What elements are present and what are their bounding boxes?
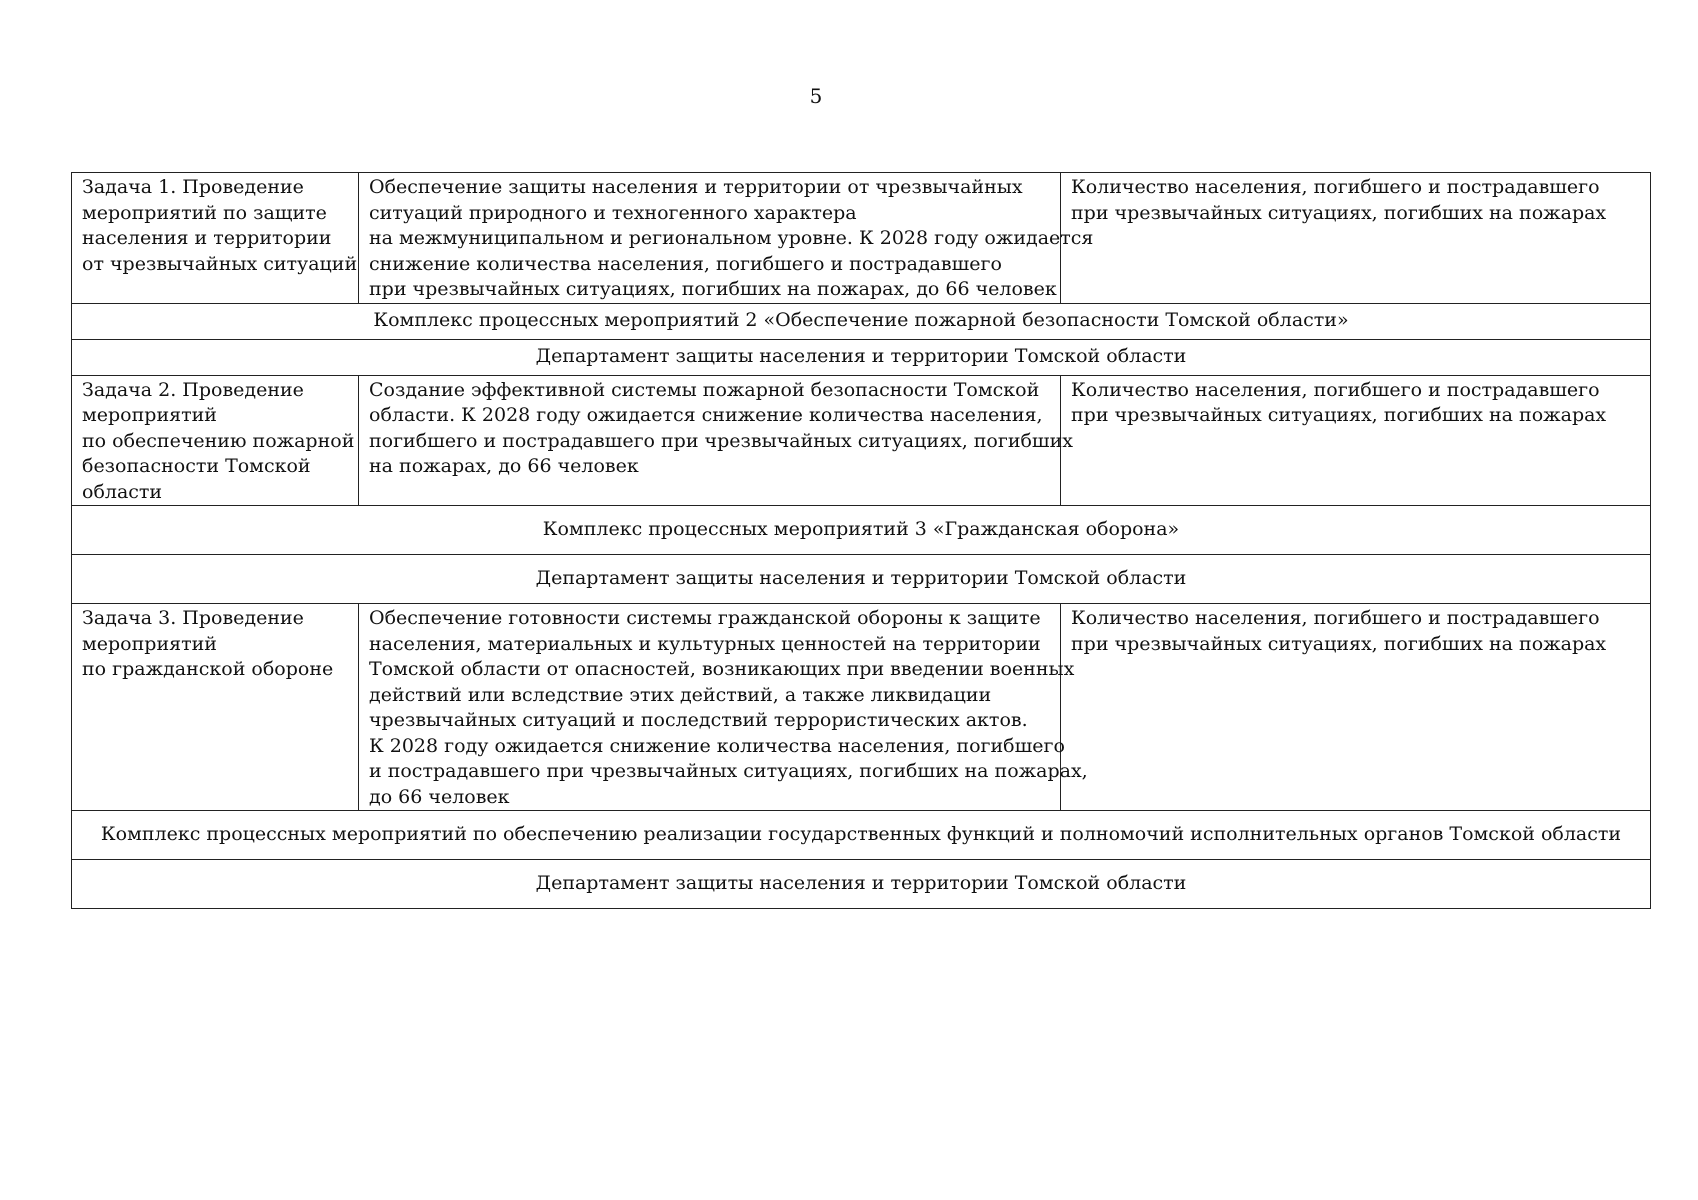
table-row-complex-4-responsible [72, 860, 1651, 909]
indicator-line: при чрезвычайных ситуациях, погибших на пожарах [1071, 632, 1607, 655]
task-cell [72, 604, 359, 811]
description-line: Обеспечение готовности системы гражданской обороны к защите [369, 607, 1041, 629]
responsible-cell: Департамент защиты населения и территории Томской области [72, 339, 1651, 375]
indicator-cell [1061, 173, 1651, 304]
indicator-line: Количество населения, погибшего и пострадавшего [1071, 176, 1600, 198]
indicator-line: при чрезвычайных ситуациях, погибших на пожарах [1071, 404, 1607, 426]
description-line: действий или вследствие этих действий, а также ликвидации [369, 683, 992, 706]
table-row-complex-2-title [72, 303, 1651, 339]
table-row-complex-3-responsible [72, 555, 1651, 604]
table-row-complex-3-title [72, 506, 1651, 555]
table-row-task-1 [72, 173, 1651, 304]
description-line: Создание эффективной системы пожарной безопасности Томской [369, 378, 1040, 401]
description-line: населения, материальных и культурных ценностей на территории [369, 632, 1041, 655]
table-row-task-2 [72, 375, 1651, 506]
description-line: на пожарах, до 66 человек [369, 455, 639, 477]
description-cell [359, 604, 1088, 811]
description-line: Томской области от опасностей, возникающих при введении военных [369, 658, 1075, 680]
description-line: чрезвычайных ситуаций и последствий террористических актов. [369, 709, 1028, 731]
task-line: мероприятий по защите [82, 201, 327, 224]
description-line: на межмуниципальном и региональном уровне. К 2028 году ожидается [369, 227, 1094, 249]
indicator-line: Количество населения, погибшего и пострадавшего [1071, 607, 1600, 629]
task-line: Задача 2. Проведение [82, 378, 304, 401]
task-line: области [82, 480, 163, 503]
complex-title-cell: Комплекс процессных мероприятий по обеспечению реализации государственных функций и полномочий исполнительных органов Томской области [72, 811, 1651, 860]
table-row-complex-4-title [72, 811, 1651, 860]
task-cell [72, 375, 359, 506]
responsible-cell: Департамент защиты населения и территории Томской области [72, 555, 1651, 604]
description-cell [359, 375, 1073, 506]
task-line: по обеспечению пожарной [82, 429, 355, 452]
task-line: Задача 3. Проведение [82, 607, 304, 629]
indicator-line: Количество населения, погибшего и пострадавшего [1071, 378, 1600, 401]
table-row-task-3 [72, 604, 1651, 811]
indicator-cell [1061, 375, 1651, 506]
page-number: 5 [809, 84, 823, 108]
task-line: Задача 1. Проведение [82, 176, 304, 198]
description-line: Обеспечение защиты населения и территории от чрезвычайных [369, 176, 1023, 198]
description-line: до 66 человек [369, 785, 510, 808]
description-cell [359, 173, 1094, 304]
description-line: ситуаций природного и техногенного характера [369, 201, 857, 224]
task-line: безопасности Томской [82, 455, 311, 477]
task-cell [72, 173, 359, 304]
description-line: при чрезвычайных ситуациях, погибших на пожарах, до 66 человек [369, 278, 1057, 300]
description-line: и пострадавшего при чрезвычайных ситуациях, погибших на пожарах, [369, 760, 1088, 782]
table-row-complex-2-responsible [72, 339, 1651, 375]
description-line: снижение количества населения, погибшего и пострадавшего [369, 252, 1002, 275]
task-line: по гражданской обороне [82, 658, 334, 680]
responsible-cell: Департамент защиты населения и территории Томской области [72, 860, 1651, 909]
program-structure-table [71, 172, 1651, 909]
complex-title-cell: Комплекс процессных мероприятий 3 «Гражданская оборона» [72, 506, 1651, 555]
task-line: населения и территории [82, 227, 332, 249]
task-line: мероприятий [82, 404, 217, 426]
indicator-line: при чрезвычайных ситуациях, погибших на пожарах [1071, 201, 1607, 224]
task-line: мероприятий [82, 632, 217, 655]
complex-title-cell: Комплекс процессных мероприятий 2 «Обеспечение пожарной безопасности Томской области» [72, 303, 1651, 339]
indicator-cell [1061, 604, 1651, 811]
description-line: погибшего и пострадавшего при чрезвычайных ситуациях, погибших [369, 429, 1073, 452]
task-line: от чрезвычайных ситуаций [82, 252, 358, 275]
description-line: области. К 2028 году ожидается снижение количества населения, [369, 404, 1043, 426]
description-line: К 2028 году ожидается снижение количества населения, погибшего [369, 734, 1065, 757]
